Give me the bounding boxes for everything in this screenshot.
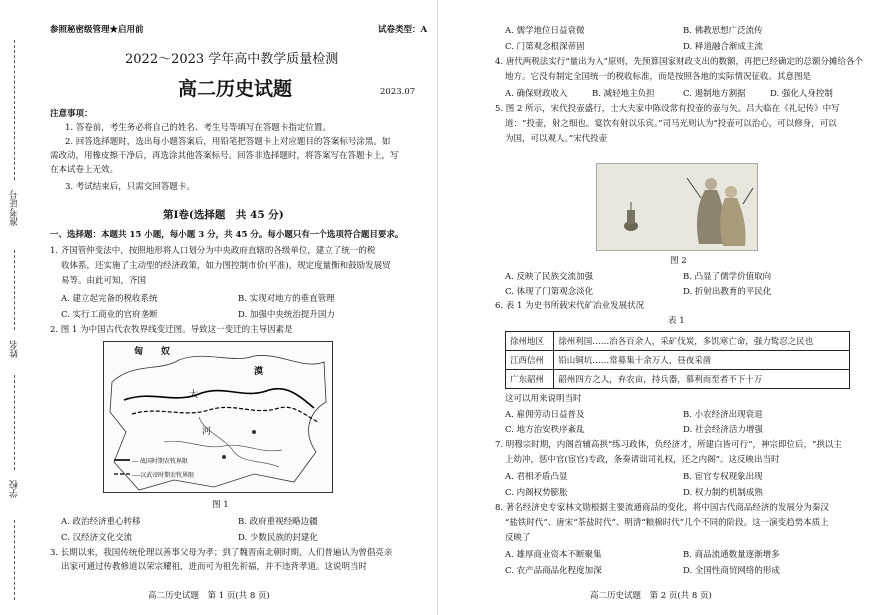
notice-line: 1. 答卷前，考生务必将自己的姓名、考生号等填写在答题卡指定位置。: [65, 123, 331, 133]
notice-line: 在本试卷上无效。: [50, 165, 119, 175]
table-caption: 表 1: [668, 316, 685, 326]
option-b: B. 实现对地方的垂直管理: [238, 294, 335, 304]
confidential-note: 参照秘密级管理★启用前: [50, 25, 144, 35]
option-b: B. 减轻地主负担: [592, 89, 655, 99]
exam-type: 试卷类型：A: [378, 25, 428, 35]
name-label: 姓名: [10, 340, 20, 358]
option-b: B. 佛教思想广泛流传: [683, 26, 763, 36]
option-b: B. 小农经济出现衰退: [683, 410, 763, 420]
notice-heading: 注意事项：: [50, 109, 93, 119]
map-label-mo: 漠: [254, 367, 264, 377]
option-c: C. 农产品商品化程度加深: [505, 566, 602, 576]
question-stem: 6. 表 1 为史书所载宋代矿冶业发展状况: [495, 301, 645, 311]
school-label: 学校: [10, 480, 20, 498]
option-a: A. 雄厚商业资本不断聚集: [505, 550, 602, 560]
option-a: A. 建立起完备的税收系统: [61, 294, 158, 304]
table-cell: 广东韶州: [506, 370, 554, 389]
binding-line: [14, 520, 15, 600]
option-b: B. 凸显了儒学价值取向: [683, 272, 772, 282]
option-d: D. 释道融合渐成主流: [683, 42, 763, 52]
option-c: C. 遏制地方割据: [683, 89, 746, 99]
option-c: C. 门第观念根深蒂固: [505, 42, 585, 52]
exam-id-label: 准考证号: [10, 190, 20, 226]
question-stem: 易等。由此可知，齐国: [61, 276, 147, 286]
question-stem: 3. 长期以来，我国传统伦理以善事父母为孝；到了魏晋南北朝时期，人们普遍认为曾倡亮亲: [50, 548, 393, 558]
page-footer-right: 高二历史试题 第 2 页(共 8 页): [590, 591, 712, 601]
question-stem: 道：“投壶，射之细也。宴饮有射以乐宾。”司马光则认为“投壶可以治心，可以修身，可以: [505, 119, 837, 129]
option-c: C. 地方治安秩序紊乱: [505, 425, 585, 435]
notice-line: 2. 回答选择题时，选出每小题答案后，用铅笔把答题卡上对应题目的答案标号涂黑。如: [65, 137, 391, 147]
figure-caption: 图 1: [212, 500, 229, 510]
question-stem: 为国，可以观人。”宋代投壶: [505, 134, 608, 144]
option-c: C. 实行工商业的官府垄断: [61, 310, 158, 320]
exam-date: 2023.07: [380, 87, 416, 97]
question-stem: 2. 图 1 为中国古代农牧界线变迁图。导致这一变迁的主导因素是: [50, 325, 293, 335]
option-d: D. 权力制约机制成熟: [683, 488, 763, 498]
page-title: 高二历史试题: [178, 78, 293, 100]
option-b: B. 宦官专权现象出现: [683, 472, 763, 482]
question-stem: 1. 齐国管仲变法中，按照地形将人口划分为中央政府直辖的各级单位，建立了统一的税: [50, 246, 376, 256]
page-divider: [437, 0, 438, 615]
map-legend-han: ----汉武帝时期农牧界限: [132, 472, 195, 479]
table-row: [506, 332, 850, 351]
option-a: A. 儒学地位日益衰微: [505, 26, 585, 36]
option-a: A. 确保财政收入: [505, 89, 568, 99]
exam-subtitle: 2022～2023 学年高中教学质量检测: [125, 52, 339, 67]
option-d: D. 加强中央统治提升国力: [238, 310, 335, 320]
question-stem: 7. 明穆宗时期，内阁首辅高拱“练习政体，负经济才，所建白皆可行”，神宗即位后，“拱以主: [495, 440, 842, 450]
question-stem: 地方。它没有制定全国统一的税收标准，而是按照各地的实际情况征收。其意图是: [505, 72, 812, 82]
option-d: D. 折射出教育的平民化: [683, 287, 772, 297]
section-instruction: 一、选择题：本题共 15 小题，每小题 3 分，共 45 分。每小题只有一个选项符合题目要求。: [50, 230, 404, 240]
question-stem: 收体系，还实施了主动型的经济政策，如力图控制市价(平准)，规定度量衡和鼓励发展贸: [61, 261, 391, 271]
option-c: C. 体现了门第观念淡化: [505, 287, 594, 297]
page-footer-left: 高二历史试题 第 1 页(共 8 页): [148, 591, 270, 601]
table-row: [506, 351, 850, 370]
mining-table: [505, 331, 850, 389]
option-d: D. 全国性商贸网络的形成: [683, 566, 780, 576]
question-stem: 这可以用来说明当时: [505, 394, 582, 404]
map-legend-warring: — 战国时期农牧界限: [132, 458, 188, 465]
table-row: [506, 370, 850, 389]
table-cell: 徐州地区: [506, 332, 554, 351]
question-stem: “盐铁时代”、唐宋“茶盐时代”、明清“粮棉时代”几个不同的阶段。这一演变趋势本质上: [505, 518, 829, 528]
map-label-xiongnu: 匈 奴: [134, 347, 171, 357]
question-stem: 4. 唐代两税法实行“量出为入”原则，先预算国家财政支出的数额，再把已经确定的总额分摊给各个: [495, 57, 864, 67]
binding-line: [14, 375, 15, 470]
touhu-painting: [596, 163, 758, 251]
option-c: C. 内阁权势膨胀: [505, 488, 568, 498]
option-d: D. 少数民族的封建化: [238, 533, 318, 543]
painting-drawing: [597, 164, 757, 250]
map-label-da: 大: [189, 390, 199, 400]
question-stem: 上幼冲，惩中官(宦官)专政，条奏请诎司礼权，还之内阁”。这反映出当时: [505, 455, 780, 465]
option-a: A. 君相矛盾凸显: [505, 472, 568, 482]
option-a: A. 反映了民族交流加强: [505, 272, 594, 282]
notice-line: 3. 考试结束后，只需交回答题卡。: [65, 182, 195, 192]
binding-line: [14, 250, 15, 330]
map-label-he: 河: [202, 427, 212, 437]
figure-caption: 图 2: [670, 256, 687, 266]
farming-boundary-map: [103, 341, 333, 493]
option-d: D. 强化人身控制: [770, 89, 833, 99]
question-stem: 反映了: [505, 533, 531, 543]
option-b: B. 商品流通数量逐渐增多: [683, 550, 780, 560]
table-cell: 江西信州: [506, 351, 554, 370]
question-stem: 5. 图 2 所示，宋代投壶盛行，士大夫家中陈设常有投壶的壶与矢。吕大临在《礼记传》中写: [495, 104, 840, 114]
option-a: A. 雇佣劳动日益普及: [505, 410, 585, 420]
option-d: D. 社会经济活力增强: [683, 425, 763, 435]
notice-line: 需改动，用橡皮擦干净后，再选涂其他答案标号。回答非选择题时，将答案写在答题卡上，写: [50, 151, 399, 161]
section-title: 第Ⅰ卷(选择题 共 45 分): [163, 209, 284, 221]
question-stem: 出家可通过传教修道以荣宗耀祖，进而可为祖先祈福，并不违背孝道。这说明当时: [61, 562, 368, 572]
option-a: A. 政治经济重心转移: [61, 517, 141, 527]
option-b: B. 政府重视经略边疆: [238, 517, 318, 527]
table-cell: 铅山铜坑……常募集十余万人，昼夜采凿: [554, 351, 850, 370]
option-c: C. 汉经济文化交流: [61, 533, 133, 543]
table-cell: 韶州四方之人，弃农亩，持兵器，慕利而至者不下十万: [554, 370, 850, 389]
table-cell: 徐州利国……冶各百余人，采矿伐炭，多饥寒亡命，强力鸷忍之民也: [554, 332, 850, 351]
question-stem: 8. 著名经济史专家林文勋根据主要流通商品的变化，将中国古代商品经济的发展分为秦汉: [495, 503, 829, 513]
binding-line: [14, 40, 15, 180]
